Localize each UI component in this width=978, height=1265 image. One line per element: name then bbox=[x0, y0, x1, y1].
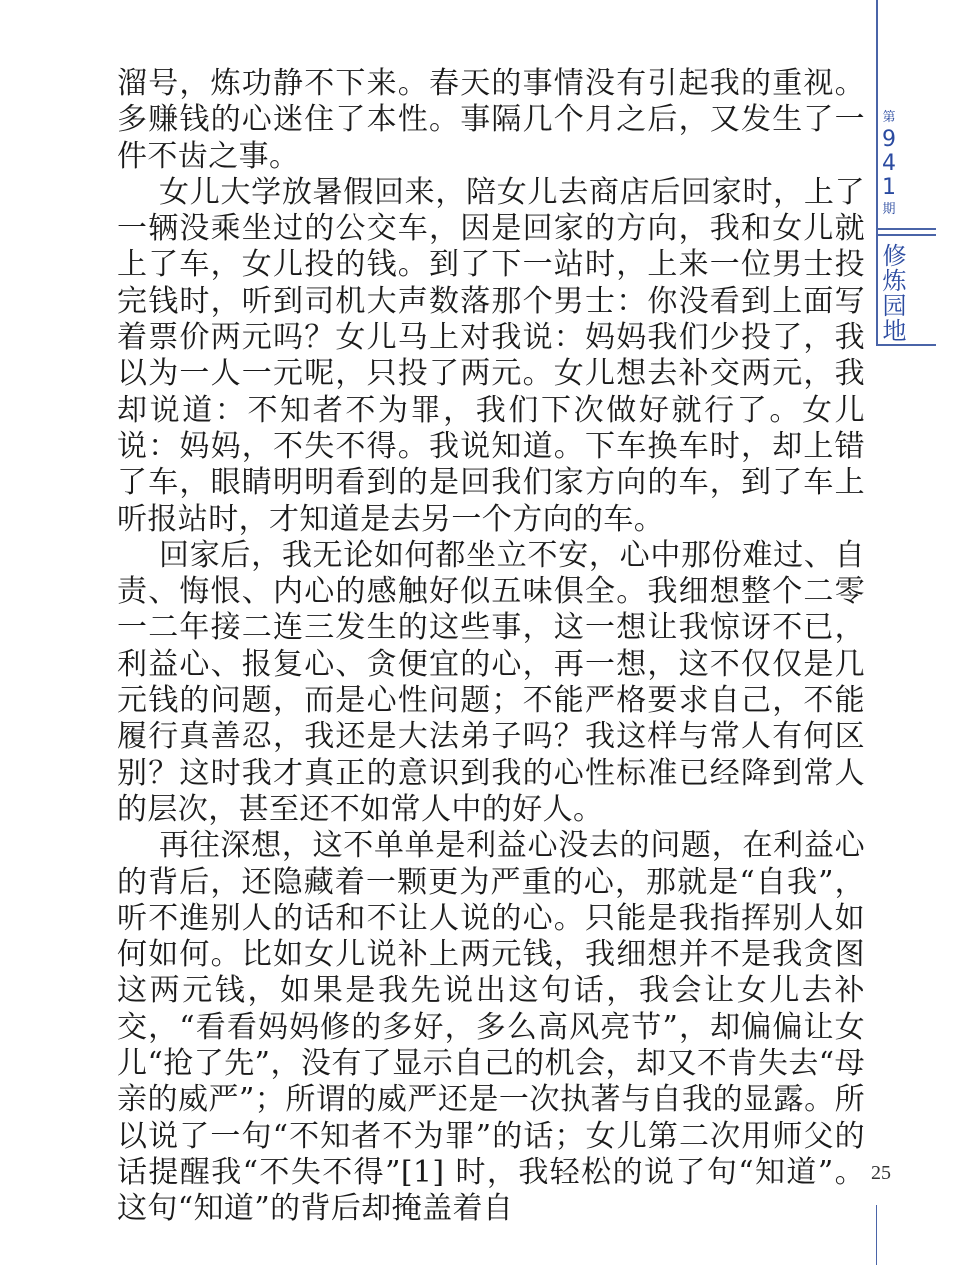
sidebar-divider-upper-2 bbox=[876, 234, 936, 236]
issue-digit-3: 1 bbox=[882, 175, 896, 200]
issue-suffix: 期 bbox=[882, 202, 896, 217]
article-body bbox=[117, 66, 865, 1228]
issue-number bbox=[878, 108, 900, 220]
paragraph-3: 回家后，我无论如何都坐立不安，心中那份难过、自责、悔恨、内心的感触好似五味俱全。我细想整个二零一二年接二连三发生的这些事，这一想让我惊讶不已，利益心、报复心、贪便宜的心，再一想，这不仅仅是几元钱的问题，而是心性问题；不能严格要求自己，不能履行真善忍，我还是大法弟子吗？我这样与常人有何区别？这时我才真正的意识到我的心性标准已经降到常人的层次，甚至还不如常人中的好人。 bbox=[117, 537, 865, 827]
sidebar-divider-lower bbox=[876, 344, 936, 346]
sidebar-vertical-rule-bottom bbox=[876, 1205, 877, 1265]
paragraph-1: 溜号，炼功静不下来。春天的事情没有引起我的重视。多赚钱的心迷住了本性。事隔几个月之后，又发生了一件不齿之事。 bbox=[117, 66, 865, 174]
sidebar-divider-upper bbox=[876, 228, 936, 230]
paragraph-4: 再往深想，这不单单是利益心没去的问题，在利益心的背后，还隐藏着一颗更为严重的心，那就是“自我”，听不進别人的话和不让人说的心。只能是我指挥别人如何如何。比如女儿说补上两元钱，我细想并不是我贪图这两元钱，如果是我先说出这句话，我会让女儿去补交，“看看妈妈修的多好，多么高风亮节”，却偏偏让女儿“抢了先”，没有了显示自己的机会，却又不肯失去“母亲的威严”；所谓的威严还是一次执著与自我的显露。所以说了一句“不知者不为罪”的话；女儿第二次用师父的话提醒我“不失不得”[1] 时，我轻松的说了句“知道”。这句“知道”的背后却掩盖着自 bbox=[117, 828, 865, 1227]
issue-digit-1: 9 bbox=[882, 127, 896, 152]
paragraph-2: 女儿大学放暑假回来，陪女儿去商店后回家时，上了一辆没乘坐过的公交车，因是回家的方向，我和女儿就上了车，女儿投的钱。到了下一站时，上来一位男士投完钱时，听到司机大声数落那个男士：你没看到上面写着票价两元吗？女儿马上对我说：妈妈我们少投了，我以为一人一元呢，只投了两元。女儿想去补交两元，我却说道：不知者不为罪，我们下次做好就行了。女儿说：妈妈，不失不得。我说知道。下车换车时，却上错了车，眼睛明明看到的是回我们家方向的车，到了车上听报站时，才知道是去另一个方向的车。 bbox=[117, 174, 865, 537]
issue-digit-2: 4 bbox=[882, 151, 896, 176]
section-title: 修炼园地 bbox=[878, 243, 906, 343]
page-number: 25 bbox=[871, 1162, 891, 1184]
issue-prefix: 第 bbox=[882, 110, 896, 125]
